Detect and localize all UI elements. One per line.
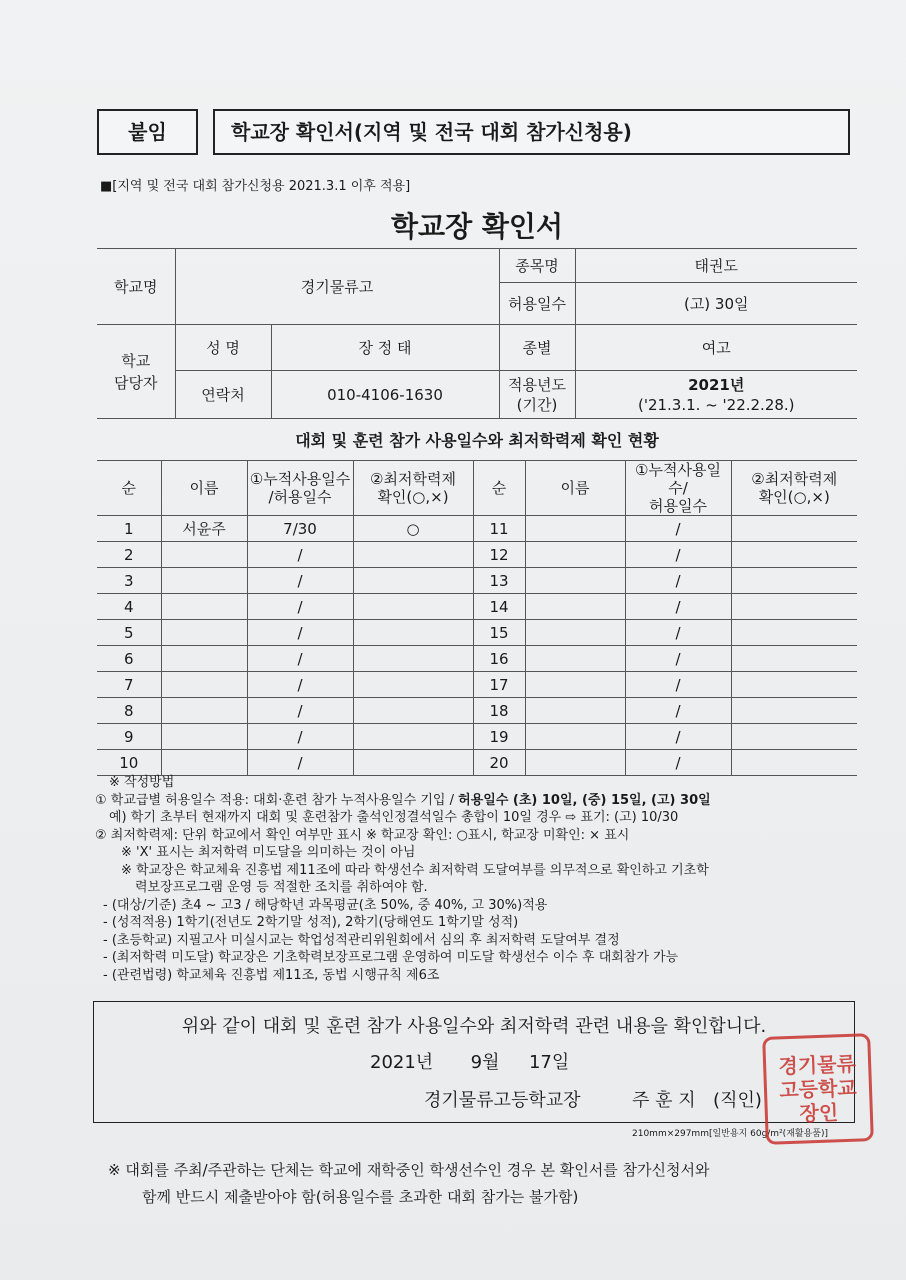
col-header-min-line2: 확인(○,×) [377,488,449,506]
row-num-cell: 11 [473,516,525,542]
contact-group-label-line1: 학교 [121,351,151,370]
row-min-cell [353,750,473,776]
row-num-cell: 8 [97,698,161,724]
note-4-cont: 력보장프로그램 운영 등 적절한 조치를 취하여야 함. [135,880,428,895]
row-days-cell: / [625,516,731,542]
row-num-cell: 6 [97,646,161,672]
row-min-cell [731,698,857,724]
row-min-cell [353,620,473,646]
row-name-cell [161,672,247,698]
row-min-cell [353,542,473,568]
table-row [97,516,857,542]
row-name-cell [525,542,625,568]
row-num-cell: 18 [473,698,525,724]
row-days-cell: / [247,594,353,620]
row-days-cell: / [625,672,731,698]
row-min-cell [731,568,857,594]
row-min-cell [731,724,857,750]
seal-line-3: 장인 [799,1100,839,1126]
name-label: 성 명 [175,325,271,371]
col-header-days2-line1: ①누적사용일수/ [635,461,721,497]
row-days-cell: / [247,724,353,750]
table-row [97,620,857,646]
footer-line-1: ※ 대회를 주최/주관하는 단체는 학교에 재학중인 학생선수인 경우 본 확인서를 참가신청서와 [108,1161,710,1179]
row-num-cell: 13 [473,568,525,594]
attachment-tag [97,109,198,155]
row-days-cell: / [625,646,731,672]
confirmation-date [370,1048,569,1074]
row-num-cell: 5 [97,620,161,646]
section-title: 대회 및 훈련 참가 사용일수와 최저학력제 확인 현황 [295,431,659,450]
row-num-cell: 17 [473,672,525,698]
col-header-num: 순 [97,461,161,516]
detail-5: - (관련법령) 학교체육 진흥법 제11조, 동법 시행규칙 제6조 [103,967,440,983]
table-row [97,698,857,724]
table-row [97,672,857,698]
note-1-text: ① 학교급별 허용일수 적용: 대회·훈련 참가 누적사용일수 기입 / [95,792,459,808]
row-min-cell [731,594,857,620]
table-row [97,750,857,776]
row-name-cell [161,594,247,620]
row-days-cell: / [625,620,731,646]
name-value: 장 정 태 [271,325,499,371]
applicability-note: ■[지역 및 전국 대회 참가신청용 2021.3.1 이후 적용] [100,179,411,194]
row-days-cell: / [247,568,353,594]
date-day: 17일 [528,1052,570,1073]
paper-size-note: 210mm×297mm[일반용지 60g/m²(재활용품)] [632,1129,828,1139]
row-num-cell: 7 [97,672,161,698]
note-1 [95,792,875,810]
usage-table [97,460,857,776]
division-value: 여고 [575,325,857,371]
col-header-min-line1: ②최저학력제 [370,470,456,488]
row-min-cell [731,646,857,672]
row-name-cell [525,724,625,750]
row-min-cell [353,672,473,698]
col-header-days [247,461,353,516]
row-num-cell: 10 [97,750,161,776]
seal-line-2: 고등학교 [778,1075,858,1103]
row-days-cell: / [625,698,731,724]
signer-name: 주 훈 지 [631,1090,696,1111]
col-header-days2-line2: 허용일수 [649,497,707,515]
year-value [575,371,857,419]
row-name-cell [525,672,625,698]
row-min-cell [353,594,473,620]
note-1-example: 예) 학기 초부터 현재까지 대회 및 훈련참가 출석인정결석일수 총합이 10일 경우 ⇨ 표기: (고) 10/30 [109,810,679,825]
row-num-cell: 3 [97,568,161,594]
header-title-box [213,109,850,155]
row-name-cell [161,724,247,750]
row-name-cell [161,620,247,646]
row-days-cell: / [247,672,353,698]
row-name-cell [525,568,625,594]
row-num-cell: 4 [97,594,161,620]
col-header-min2-line1: ②최저학력제 [751,470,838,488]
year-label-line2: (기간) [516,395,558,414]
row-name-cell [525,516,625,542]
row-days-cell: / [247,698,353,724]
row-min-cell [731,542,857,568]
row-days-cell: / [625,542,731,568]
row-days-cell: / [625,568,731,594]
table-row [97,594,857,620]
detail-1: - (대상/기준) 초4 ~ 고3 / 해당학년 과목평균(초 50%, 중 40%, 고 30%)적용 [103,897,548,913]
row-min-cell [731,750,857,776]
year-value-line2: ('21.3.1. ~ '22.2.28.) [637,395,795,414]
col-header-name-2: 이름 [525,461,625,516]
confirmation-box [93,1001,858,1123]
table-row [97,568,857,594]
col-header-min2-line2: 확인(○,×) [758,488,830,506]
footer-note [108,1157,709,1211]
seal-mark: (직인) [713,1090,762,1111]
row-min-cell: ○ [353,516,473,542]
row-num-cell: 20 [473,750,525,776]
note-4: ※ 학교장은 학교체육 진흥법 제11조에 따라 학생선수 최저학력 도달여부를 의무적으로 확인하고 기초학 [121,862,709,878]
row-min-cell [353,724,473,750]
row-days-cell: / [247,750,353,776]
phone-label: 연락처 [175,371,271,419]
official-seal-stamp [762,1033,874,1145]
note-2: ② 최저학력제: 단위 학교에서 확인 여부만 표시 ※ 학교장 확인: ○표시, 학교장 미확인: × 표시 [95,827,630,843]
row-name-cell [161,568,247,594]
row-num-cell: 19 [473,724,525,750]
table-row [97,646,857,672]
signer-school: 경기물류고등학교장 [424,1090,581,1111]
col-header-min [353,461,473,516]
table-row [97,542,857,568]
col-header-days-line2: /허용일수 [268,488,332,506]
row-days-cell: 7/30 [247,516,353,542]
row-name-cell [525,594,625,620]
col-header-min-2 [731,461,857,516]
row-num-cell: 15 [473,620,525,646]
seal-line-1: 경기물류 [778,1051,857,1079]
col-header-days-2 [625,461,731,516]
row-num-cell: 9 [97,724,161,750]
row-name-cell [525,698,625,724]
header-title: 학교장 확인서(지역 및 전국 대회 참가신청용) [231,120,632,144]
note-1-emphasis: 허용일수 (초) 10일, (중) 15일, (고) 30일 [458,792,711,808]
days-label: 허용일수 [499,283,575,325]
event-label: 종목명 [499,249,575,283]
row-min-cell [353,698,473,724]
row-days-cell: / [625,750,731,776]
division-label: 종별 [499,325,575,371]
info-table [97,248,857,419]
detail-4: - (최저학력 미도달) 학교장은 기초학력보장프로그램 운영하여 미도달 학생선수 이수 후 대회참가 가능 [103,950,679,965]
row-min-cell [731,516,857,542]
year-label-line1: 적용년도 [508,375,566,394]
event-value: 태권도 [575,249,857,283]
signer-line [424,1086,762,1112]
row-name-cell: 서윤주 [161,516,247,542]
row-name-cell [525,646,625,672]
school-value: 경기물류고 [175,249,499,325]
days-value: (고) 30일 [575,283,857,325]
col-header-num-2: 순 [473,461,525,516]
instructions [95,774,875,984]
footer-line-2: 함께 반드시 제출받아야 함(허용일수를 초과한 대회 참가는 불가함) [142,1188,579,1206]
row-name-cell [161,750,247,776]
contact-group-label [97,325,175,419]
year-label [499,371,575,419]
date-year: 2021년 [370,1052,434,1073]
confirmation-statement: 위와 같이 대회 및 훈련 참가 사용일수와 최저학력 관련 내용을 확인합니다. [181,1016,767,1037]
row-days-cell: / [625,724,731,750]
row-days-cell: / [247,542,353,568]
phone-value: 010-4106-1630 [271,371,499,419]
row-min-cell [731,620,857,646]
row-days-cell: / [247,620,353,646]
row-num-cell: 1 [97,516,161,542]
row-name-cell [161,542,247,568]
row-name-cell [525,750,625,776]
attachment-tag-label: 붙임 [128,120,167,144]
school-label: 학교명 [97,249,175,325]
row-name-cell [161,698,247,724]
col-header-name: 이름 [161,461,247,516]
table-row [97,724,857,750]
row-name-cell [161,646,247,672]
row-days-cell: / [625,594,731,620]
row-num-cell: 12 [473,542,525,568]
detail-3: - (초등학교) 지필고사 미실시교는 학업성적관리위원회에서 심의 후 최저학력 도달여부 결정 [103,932,620,948]
row-min-cell [731,672,857,698]
document-title: 학교장 확인서 [390,210,564,243]
row-num-cell: 16 [473,646,525,672]
year-value-line1: 2021년 [688,375,745,394]
col-header-days-line1: ①누적사용일수 [249,470,351,488]
row-min-cell [353,646,473,672]
row-name-cell [525,620,625,646]
note-3: ※ 'X' 표시는 최저학력 미도달을 의미하는 것이 아님 [121,845,416,860]
detail-2: - (성적적용) 1학기(전년도 2학기말 성적), 2학기(당해연도 1학기말 성적) [103,915,519,930]
row-num-cell: 14 [473,594,525,620]
contact-group-label-line2: 담당자 [114,373,158,392]
row-days-cell: / [247,646,353,672]
row-min-cell [353,568,473,594]
row-num-cell: 2 [97,542,161,568]
instructions-heading: ※ 작성방법 [109,775,175,790]
date-month: 9월 [470,1052,500,1073]
